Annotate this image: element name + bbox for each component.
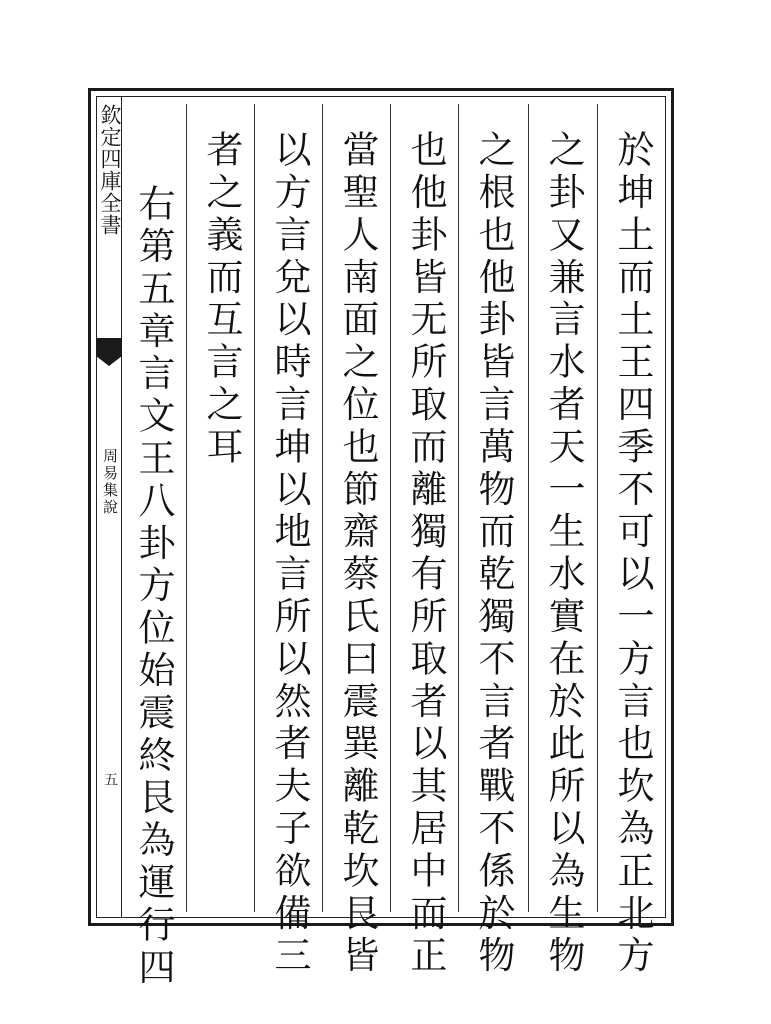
fishtail-mark xyxy=(96,338,122,356)
book-title: 周易集說 xyxy=(101,448,119,516)
text-column: 之卦又兼言水者天一生水實在於此所以為生物 xyxy=(542,130,585,978)
fishtail-notch xyxy=(96,356,122,366)
column-rule xyxy=(458,104,459,912)
column-rule xyxy=(254,104,255,912)
text-column: 右第五章言文王八卦方位始震終艮為運行四 xyxy=(132,184,175,990)
folio-number: 五 xyxy=(102,772,118,786)
text-column: 之根也他卦皆言萬物而乾獨不言者戰不係於物 xyxy=(472,130,515,978)
column-rule xyxy=(528,104,529,912)
column-rule xyxy=(322,104,323,912)
text-column: 於坤土而土王四季不可以一方言也坎為正北方 xyxy=(611,130,654,978)
text-column: 當聖人南面之位也節齋蔡氏曰震巽離乾坎艮皆 xyxy=(336,130,379,978)
column-rule xyxy=(597,104,598,912)
column-rule xyxy=(186,104,187,912)
text-column: 者之義而互言之耳 xyxy=(200,130,243,470)
library-title: 欽定四庫全書 xyxy=(98,104,122,236)
text-column: 以方言兌以時言坤以地言所以然者夫子欲備三 xyxy=(268,130,311,978)
text-column: 也他卦皆无所取而離獨有所取者以其居中而正 xyxy=(404,130,447,978)
column-rule xyxy=(390,104,391,912)
